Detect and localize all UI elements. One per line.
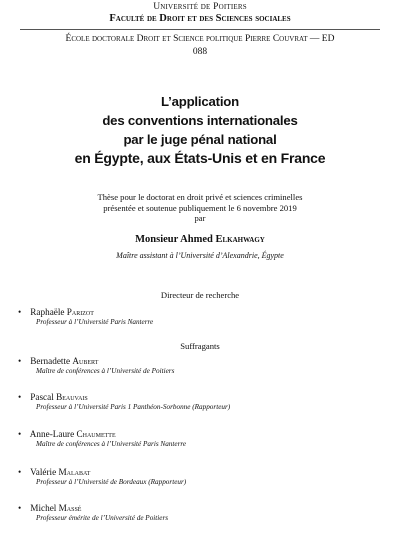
member-role: Professeur émérite de l’Université de Poitiers xyxy=(36,514,169,522)
member-first-name: Pascal xyxy=(30,392,54,402)
title-line-2: des conventions internationales xyxy=(102,113,298,128)
suffragants-heading: Suffragants xyxy=(180,341,220,351)
member-first-name: Valérie xyxy=(30,467,57,477)
author-position: Maître assistant à l’Université d’Alexandrie, Égypte xyxy=(116,251,284,260)
member-role: Professeur à l’Université Paris 1 Panthéon-Sorbonne (Rapporteur) xyxy=(36,403,231,411)
doctoral-school-line2: 088 xyxy=(192,47,208,57)
bullet: • xyxy=(18,392,22,402)
bullet: • xyxy=(18,307,22,317)
member-last-name: Chaumette xyxy=(76,429,116,439)
member-last-name: Malabat xyxy=(58,467,91,477)
thesis-line-3: par xyxy=(194,213,206,223)
director-first-name: Raphaële xyxy=(30,307,65,317)
author-first-name: Ahmed xyxy=(180,234,213,245)
bullet: • xyxy=(18,356,22,366)
doctoral-school-line1: École doctorale Droit et Science politique Pierre Couvrat — ED xyxy=(65,34,335,44)
title-line-3: par le juge pénal national xyxy=(123,132,277,147)
member-role: Maître de conférences à l’Université de Poitiers xyxy=(36,367,175,375)
member-last-name: Beauvais xyxy=(56,392,88,402)
suffragant-entry xyxy=(18,429,186,448)
member-role: Maître de conférences à l’Université Paris Nanterre xyxy=(36,440,187,448)
bullet: • xyxy=(18,429,22,439)
header-divider xyxy=(20,29,380,30)
title-line-1: L’application xyxy=(161,94,239,109)
university-name: Université de Poitiers xyxy=(153,2,247,12)
author-name xyxy=(0,234,400,245)
faculty-name: Faculté de Droit et des Sciences sociales xyxy=(109,13,291,24)
doctoral-school xyxy=(0,33,400,59)
director-entry xyxy=(18,307,153,326)
director-last-name: Parizot xyxy=(66,307,94,317)
author-honorific: Monsieur xyxy=(135,234,179,245)
thesis-statement xyxy=(0,192,400,224)
director-heading: Directeur de recherche xyxy=(160,290,240,300)
title-line-4: en Égypte, aux États-Unis et en France xyxy=(74,150,326,166)
author-last-name: Elkahwagy xyxy=(215,234,265,245)
director-role: Professeur à l’Université Paris Nanterre xyxy=(36,318,154,326)
member-role: Professeur à l’Université de Bordeaux (Rapporteur) xyxy=(36,478,187,486)
suffragant-entry xyxy=(18,392,230,411)
member-last-name: Aubert xyxy=(72,356,99,366)
member-first-name: Michel xyxy=(30,503,57,513)
thesis-line-1: Thèse pour le doctorat en droit privé et sciences criminelles xyxy=(97,192,303,202)
suffragant-entry xyxy=(18,503,168,522)
suffragant-entry xyxy=(18,467,186,486)
suffragant-entry xyxy=(18,356,174,375)
thesis-line-2: présentée et soutenue publiquement le 6 novembre 2019 xyxy=(103,202,297,213)
thesis-title xyxy=(0,92,400,168)
member-first-name: Anne-Laure xyxy=(29,429,75,439)
bullet: • xyxy=(18,503,22,513)
member-last-name: Massé xyxy=(58,503,82,513)
bullet: • xyxy=(18,467,22,477)
member-first-name: Bernadette xyxy=(30,356,71,366)
